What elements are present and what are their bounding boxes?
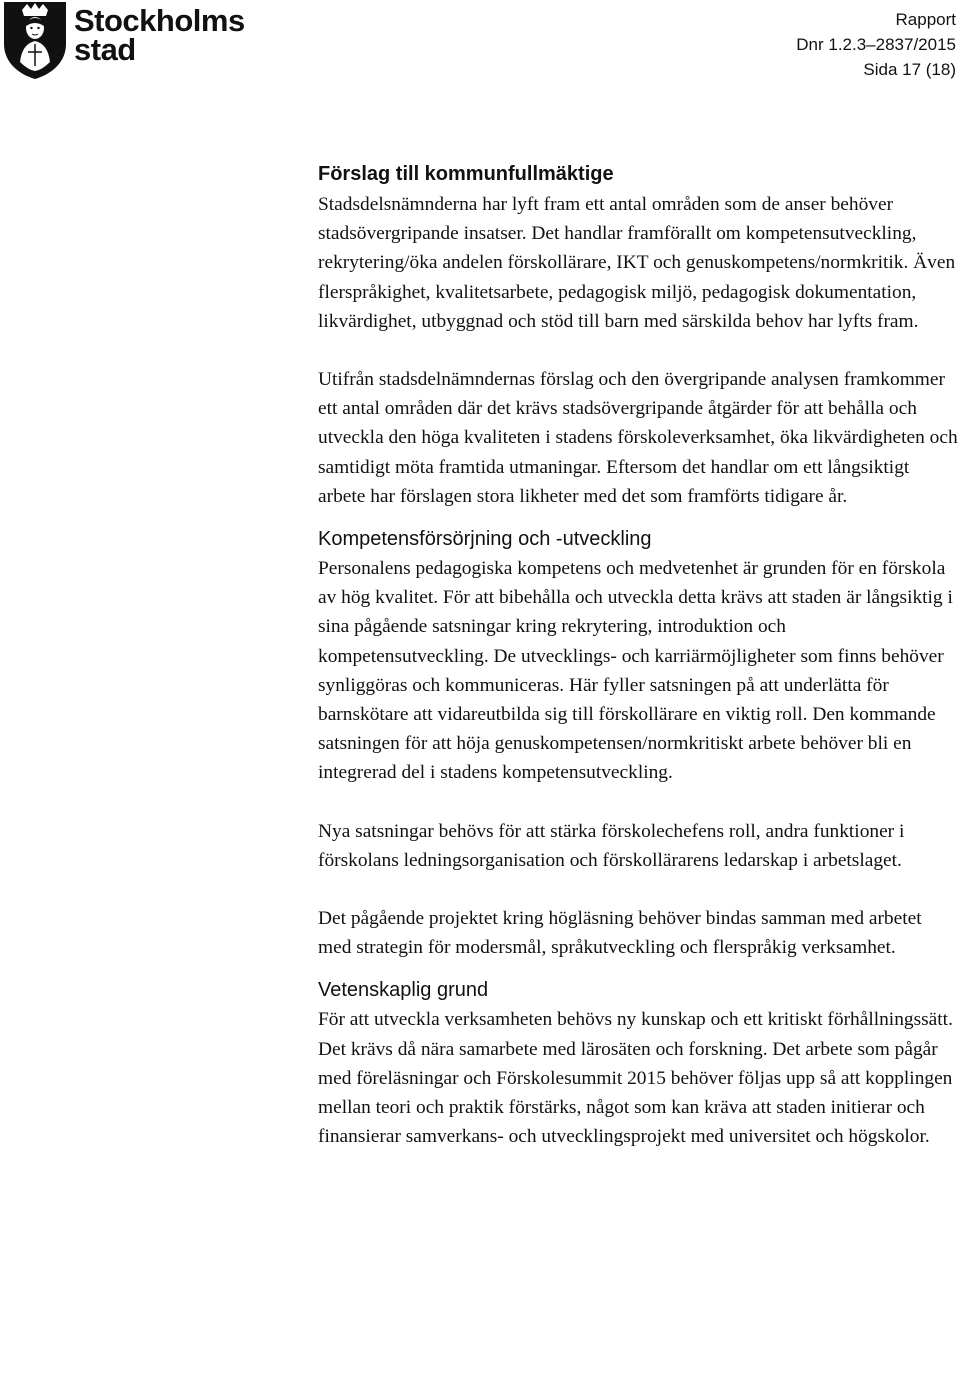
- coat-of-arms-icon: [2, 0, 68, 80]
- document-header-meta: [796, 7, 956, 82]
- section-heading-vetenskaplig: Vetenskaplig grund: [318, 979, 489, 1002]
- logo-line-1: Stockholms: [74, 3, 245, 38]
- section-heading-forslag: Förslag till kommunfullmäktige: [318, 163, 614, 185]
- section-heading-kompetens: Kompetensförsörjning och -utveckling: [318, 528, 652, 551]
- paragraph: Stadsdelsnämnderna har lyft fram ett antal områden som de anser behöver stadsövergripande insatser. Det handlar framförallt om kompetensutveckling, rekrytering/öka andelen förskollärare, IKT och genuskompetens/normkritik. Även flerspråkighet, kvalitetsarbete, pedagogisk miljö, pedagogisk dokumentation, likvärdighet, utbyggnad och stöd till barn med särskilda behov har lyfts fram.: [318, 194, 956, 332]
- paragraph: För att utveckla verksamheten behövs ny kunskap och ett kritiskt förhållningssätt. Det krävs då nära samarbete med lärosäten och forskning. Det arbete som pågår med föreläsningar och Förskolesummit 2015 behöver följas upp så att kopplingen mellan teori och praktik förstärks, något som kan kräva att staden initierar och finansierar samverkans- och utvecklingsprojekt med universitet och högskolor.: [318, 1009, 953, 1148]
- paragraph: Det pågående projektet kring högläsning behöver bindas samman med arbetet med strategin för modersmål, språkutveckling och flerspråkig verksamhet.: [318, 908, 922, 959]
- page-number: Sida 17 (18): [863, 60, 956, 79]
- document-number: Dnr 1.2.3–2837/2015: [796, 35, 956, 54]
- paragraph: Utifrån stadsdelnämndernas förslag och den övergripande analysen framkommer ett antal områden där det krävs stadsövergripande åtgärder för att behålla och utveckla den höga kvaliteten i stadens förskoleverksamhet, öka likvärdigheten och samtidigt möta framtida utmaningar. Eftersom det handlar om ett långsiktigt arbete har förslagen stora likheter med det som framförts tidigare år.: [318, 369, 958, 507]
- logo-line-2: stad: [74, 32, 136, 67]
- stockholm-logo: [2, 0, 245, 80]
- document-type: Rapport: [895, 10, 956, 29]
- paragraph: Nya satsningar behövs för att stärka förskolechefens roll, andra funktioner i förskolans ledningsorganisation och förskollärarens ledarskap i arbetslaget.: [318, 820, 905, 871]
- document-body: [318, 158, 958, 1151]
- paragraph: Personalens pedagogiska kompetens och medvetenhet är grunden för en förskola av hög kvalitet. För att bibehålla och utveckla detta krävs att staden är långsiktig i sina pågående satsningar kring rekrytering, introduktion och kompetensutveckling. De utvecklings- och karriärmöjligheter som finns behöver synliggöras och kommuniceras. Här fyller satsningen på att underlätta för barnskötare att vidareutbilda sig till förskollärare en viktig roll. Den kommande satsningen för att höja genuskompetensen/normkritiskt arbete behöver bli en integrerad del i stadens kompetensutveckling.: [318, 558, 953, 784]
